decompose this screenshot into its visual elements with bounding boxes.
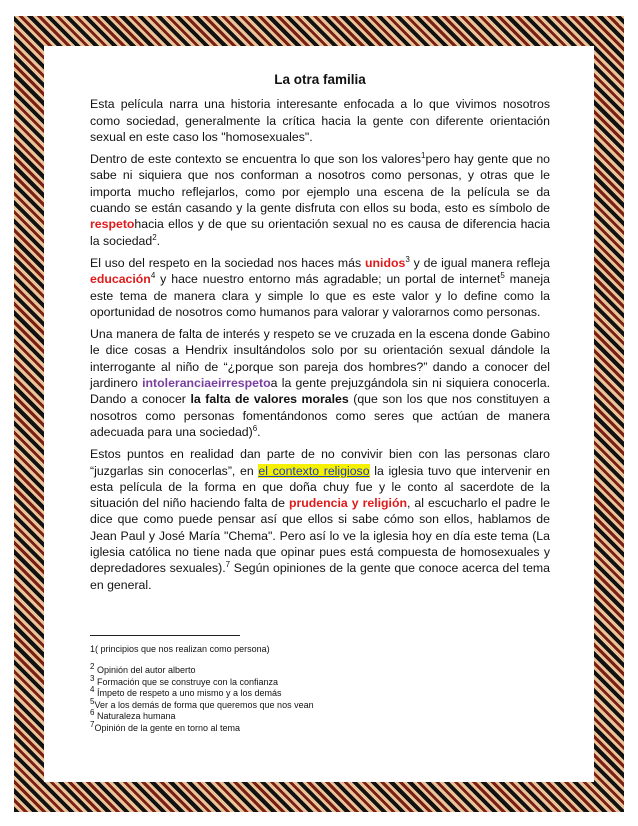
paragraph-4 [90, 326, 550, 440]
footnote-text: Opinión del autor alberto [94, 665, 196, 676]
footnote-number: 5 [90, 696, 95, 706]
footnote-7 [90, 719, 550, 735]
highlight-intolerancia: intoleranciaeirrespeto [142, 376, 271, 391]
footnote-text: Opinión de la gente en torno al tema [94, 722, 241, 733]
text: . [257, 424, 261, 439]
footnote-number: 7 [90, 719, 95, 729]
document-title: La otra familia [274, 72, 366, 87]
paragraph-3 [90, 255, 550, 320]
paragraph-5 [90, 446, 550, 593]
text: El uso del respeto en la sociedad nos haces más [90, 255, 365, 270]
text: y de igual manera refleja [409, 255, 550, 270]
bold-falta-valores: la falta de valores morales [190, 392, 349, 407]
paragraph-2 [90, 151, 550, 249]
footnote-5 [90, 696, 550, 712]
highlight-respeto: respeto [90, 217, 135, 232]
paragraph-1: Esta película narra una historia interesante enfocada a lo que vivimos nosotros como sociedad, generalmente la crítica hacia la gente con diferente orientación sexual en este caso los "homosexuales". [90, 97, 550, 144]
footnote-number: 6 [90, 708, 95, 718]
footnote-1: 1( principios que nos realizan como persona) [90, 643, 270, 654]
text: a la gente prejuzgándola sin ni siquiera conocerla. Dando a conocer [90, 376, 551, 407]
text: Una manera de falta de interés y respeto se ve cruzada en la escena donde Gabino le dice cosas a Hendrix insultándolos solo por su orientación sexual dándole la interrogante al niño de “¿porque son pareja dos hombres?” dando a conocer del jardinero [90, 327, 550, 391]
footnote-number: 2 [90, 662, 95, 672]
footnote-text: Ver a los demás de forma que queremos que nos vean [94, 699, 314, 710]
text: y hace nuestro entorno más agradable; un portal de internet [155, 272, 501, 287]
text: maneja este tema de manera clara y simple lo que es este valor y lo define como la oportunidad de nosotros como humanos para valorar y valorarnos como personas. [90, 272, 550, 319]
footnote-text: Naturaleza humana [94, 711, 176, 722]
footnote-ref-3: 3 [405, 254, 410, 264]
footnote-text: Ímpeto de respeto a uno mismo y a los demás [94, 688, 282, 699]
footnote-ref-7: 7 [225, 560, 231, 570]
footnote-2 [90, 662, 550, 677]
footnote-text: Formación que se construye con la confianza [94, 676, 279, 687]
document-body [90, 70, 550, 734]
footnote-ref-1: 1 [421, 151, 426, 161]
highlight-unidos: unidos [365, 255, 406, 270]
footnote-ref-5: 5 [500, 271, 505, 281]
footnote-ref-4: 4 [150, 271, 156, 281]
footnote-separator [90, 635, 240, 636]
text: Dentro de este contexto se encuentra lo que son los valores [90, 152, 422, 167]
footnote-ref-6: 6 [252, 423, 258, 433]
text: hacia ellos y de que su orientación sexual no es causa de diferencia hacia la sociedad [90, 217, 550, 248]
highlight-educacion: educación [90, 272, 151, 287]
footnote-6 [90, 708, 550, 723]
footnote-number: 3 [90, 673, 95, 683]
text: pero hay gente que no sabe ni siquiera que nos conforman a nosotros como personas, y otras que le importa mucho reflejarlos, como por ejemplo una escena de la película se da cuando se están casando y la gente disfruta con ellos su boda, esto es símbolo de [90, 152, 550, 216]
footnote-4 [90, 685, 550, 700]
footnote-ref-2: 2 [152, 232, 157, 242]
highlight-contexto-religioso: el contexto religioso [258, 463, 370, 478]
highlight-prudencia: prudencia y religión [288, 496, 407, 511]
footnote-3 [90, 673, 550, 689]
text: , al escucharlo el padre le dice que como puede pensar así que ellos si sabe cómo son ellos, hablamos de Jean Paul y José María "Chema". Pero así lo ve la iglesia hoy en día este tema (La iglesia católica no tiene nada que opinar pues está compuesta de homosexuales y depredadores sexuales). [90, 496, 550, 576]
text: . [156, 233, 161, 248]
text: la iglesia tuvo que intervenir en esta película de la forma en que doña chuy fue y le conto al sacerdote de la situación del niño haciendo falta de [90, 463, 550, 511]
text: Según opiniones de la gente que conoce acerca del tema en general. [90, 561, 550, 592]
text: (que son los que nos constituyen a nosotros como personas fomentándonos como seres que actúan de manera adecuada para una sociedad) [90, 392, 550, 439]
footnote-number: 4 [90, 685, 95, 695]
text: Estos puntos en realidad dan parte de no convivir bien con las personas claro “juzgarlas sin conocerlas”, en [90, 447, 550, 478]
